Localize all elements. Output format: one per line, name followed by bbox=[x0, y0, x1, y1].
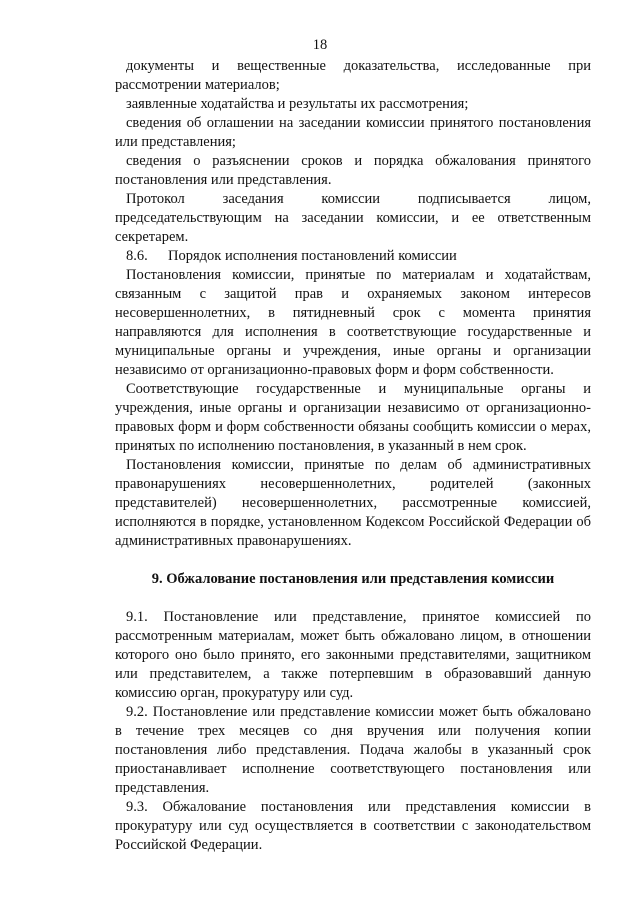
paragraph-evidence: документы и вещественные доказательства, исследованные при рассмотрении материалов; bbox=[115, 58, 591, 93]
paragraph-announcement: сведения об оглашении на заседании комиссии принятого постановления или представления; bbox=[115, 115, 591, 150]
paragraph-explanation: сведения о разъяснении сроков и порядка обжалования принятого постановления или представления. bbox=[115, 153, 591, 188]
paragraph-9-1: 9.1. Постановление или представление, принятое комиссией по рассмотренным материалам, может быть обжаловано лицом, в отношении которого оно было принято, его законными представителями, защитником или представителем, а также потерпевшим в образовавший данную комиссию орган, прокуратуру или суд. bbox=[115, 609, 591, 701]
subsection-title: Порядок исполнения постановлений комиссии bbox=[168, 248, 457, 264]
page-number: 18 bbox=[312, 37, 328, 53]
document-body bbox=[115, 57, 591, 855]
section-heading-9: 9. Обжалование постановления или представления комиссии bbox=[151, 571, 555, 587]
paragraph-execution-2: Соответствующие государственные и муниципальные органы и учреждения, иные органы и организации независимо от организационно-правовых форм и форм собственности обязаны сообщить комиссии о мерах, принятых по исполнению постановления, в указанный в нем срок. bbox=[115, 381, 591, 454]
paragraph-9-3: 9.3. Обжалование постановления или представления комиссии в прокуратуру или суд осуществляется в соответствии с законодательством Российской Федерации. bbox=[115, 799, 591, 853]
paragraph-execution-1: Постановления комиссии, принятые по материалам и ходатайствам, связанным с защитой прав и охраняемых законом интересов несовершеннолетних, в пятидневный срок с момента принятия направляются для исполнения в соответствующие государственные и муниципальные органы и учреждения, иные органы и организации независимо от организационно-правовых форм и форм собственности. bbox=[115, 267, 591, 378]
paragraph-execution-3: Постановления комиссии, принятые по делам об административных правонарушениях несовершеннолетних, родителей (законных представителей) несовершеннолетних, рассмотренные комиссией, исполняются в порядке, установленном Кодексом Российской Федерации об административных правонарушениях. bbox=[115, 457, 591, 549]
subsection-number: 8.6. bbox=[126, 248, 148, 264]
paragraph-motions: заявленные ходатайства и результаты их рассмотрения; bbox=[126, 96, 469, 112]
paragraph-protocol-signing: Протокол заседания комиссии подписывается лицом, председательствующим на заседании комиссии, и ее ответственным секретарем. bbox=[115, 191, 591, 245]
paragraph-9-2: 9.2. Постановление или представление комиссии может быть обжаловано в течение трех месяцев со дня вручения или получения копии постановления либо представления. Подача жалобы в указанный срок приостанавливает исполнение соответствующего постановления или представления. bbox=[115, 704, 591, 796]
subsection-heading-8-6 bbox=[115, 247, 591, 266]
